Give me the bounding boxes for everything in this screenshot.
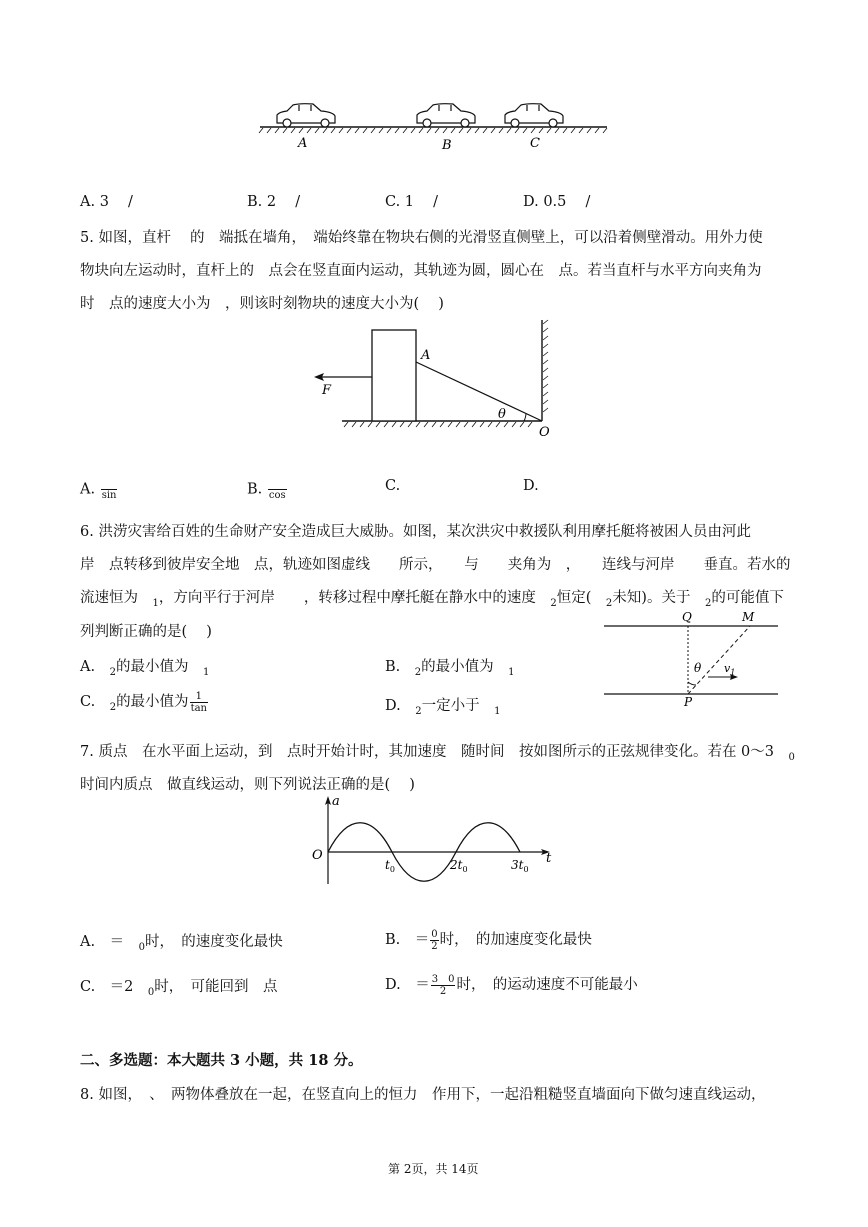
point-m-label: M bbox=[742, 610, 755, 624]
q6-line-1: 6. 洪涝灾害给百姓的生命财产安全造成巨大威胁。如图，某次洪灾中救援队利用摩托艇将被困人员由河此 bbox=[80, 524, 751, 540]
v1-label: $v_1$ bbox=[724, 662, 736, 677]
theta-label: θ bbox=[498, 407, 506, 422]
point-o-label: O bbox=[539, 425, 550, 440]
point-a-label: A bbox=[421, 348, 431, 363]
section-heading-multiple-choice: 二、多选题：本大题共 3 小题，共 18 分。 bbox=[80, 1052, 363, 1069]
q5-line-1: 5. 如图，直杆 的 端抵在墙角， 端始终靠在物块右侧的光滑竖直侧壁上，可以沿着侧壁滑动。用外力使 bbox=[80, 230, 763, 246]
car-b-icon bbox=[417, 104, 475, 127]
q4-option-b: B. 2 / bbox=[247, 194, 301, 210]
q5-line-2: 物块向左运动时，直杆上的 点会在竖直面内运动，其轨迹为圆，圆心在 点。若当直杆与水平方向夹角为 bbox=[80, 263, 762, 279]
point-p-label: P bbox=[684, 695, 693, 709]
q7-option-a: A. ＝ $_0$时， 的速度变化最快 bbox=[80, 934, 283, 953]
river-figure bbox=[602, 608, 782, 708]
theta-label-2: θ bbox=[694, 661, 702, 675]
q7-option-b: B. ＝ $\frac{0}{2}$ 时， 的加速度变化最快 bbox=[385, 928, 592, 952]
q6-option-d: D. $_2$一定小于 $_1$ bbox=[385, 698, 501, 717]
q7-option-d: D. ＝ $\frac{3 0}{2}$ 时， 的运动速度不可能最小 bbox=[385, 973, 638, 997]
q7-line-2: 时间内质点 做直线运动，则下列说法正确的是( ) bbox=[80, 777, 415, 793]
q4-option-a: A. 3 / bbox=[80, 194, 133, 210]
q6-line-3: 流速恒为 $_1$，方向平行于河岸 ，转移过程中摩托艇在静水中的速度 $_2$恒定( $_2$未知)。关于 $_2$的可能值下 bbox=[80, 590, 784, 609]
q5-option-a: A. sin bbox=[80, 478, 118, 501]
q4-option-d: D. 0.5 / bbox=[523, 194, 591, 210]
force-label: F bbox=[322, 383, 332, 398]
q6-line-4: 列判断正确的是( ) bbox=[80, 624, 212, 640]
car-label-c: C bbox=[530, 136, 540, 151]
point-q-label: Q bbox=[682, 610, 692, 624]
q6-option-b: B. $_2$的最小值为 $_1$ bbox=[385, 659, 515, 678]
q4-option-c: C. 1 / bbox=[385, 194, 439, 210]
car-label-a: A bbox=[298, 136, 308, 151]
sine-graph bbox=[310, 792, 570, 892]
page-number: 第 2页，共 14页 bbox=[388, 1162, 479, 1176]
q5-option-c: C. bbox=[385, 478, 401, 494]
rod-block-figure bbox=[310, 318, 570, 443]
q7-line-1: 7. 质点 在水平面上运动，到 点时开始计时，其加速度 随时间 按如图所示的正弦规律变化。若在 0～3 $_0$ bbox=[80, 744, 795, 763]
car-c-icon bbox=[505, 104, 563, 127]
q8-line-1: 8. 如图， 、 两物体叠放在一起，在竖直向上的恒力 作用下，一起沿粗糙竖直墙面向下做匀速直线运动， bbox=[80, 1087, 766, 1103]
q6-line-2: 岸 点转移到彼岸安全地 点，轨迹如图虚线 所示， 与 夹角为 ， 连线与河岸 垂直。若水的 bbox=[80, 557, 791, 573]
tick-3t0: $3t_0$ bbox=[511, 858, 529, 874]
axis-t-label: t bbox=[546, 851, 552, 866]
q5-line-3: 时 点的速度大小为 ，则该时刻物块的速度大小为( ) bbox=[80, 296, 444, 312]
car-label-b: B bbox=[442, 138, 452, 153]
q5-option-b: B. cos bbox=[247, 478, 288, 501]
axis-a-label: a bbox=[332, 794, 340, 809]
q7-option-c: C. ＝2 $_0$时， 可能回到 点 bbox=[80, 979, 278, 998]
q5-option-d: D. bbox=[523, 478, 539, 494]
origin-label: O bbox=[312, 848, 323, 863]
cars-figure bbox=[255, 95, 615, 165]
q6-option-c: C. $_2$的最小值为 $\frac{1}{\tan}$ bbox=[80, 690, 207, 714]
tick-t0: $t_0$ bbox=[385, 858, 395, 874]
car-a-icon bbox=[277, 104, 335, 127]
q6-option-a: A. $_2$的最小值为 $_1$ bbox=[80, 659, 210, 678]
tick-2t0: $2t_0$ bbox=[450, 858, 468, 874]
